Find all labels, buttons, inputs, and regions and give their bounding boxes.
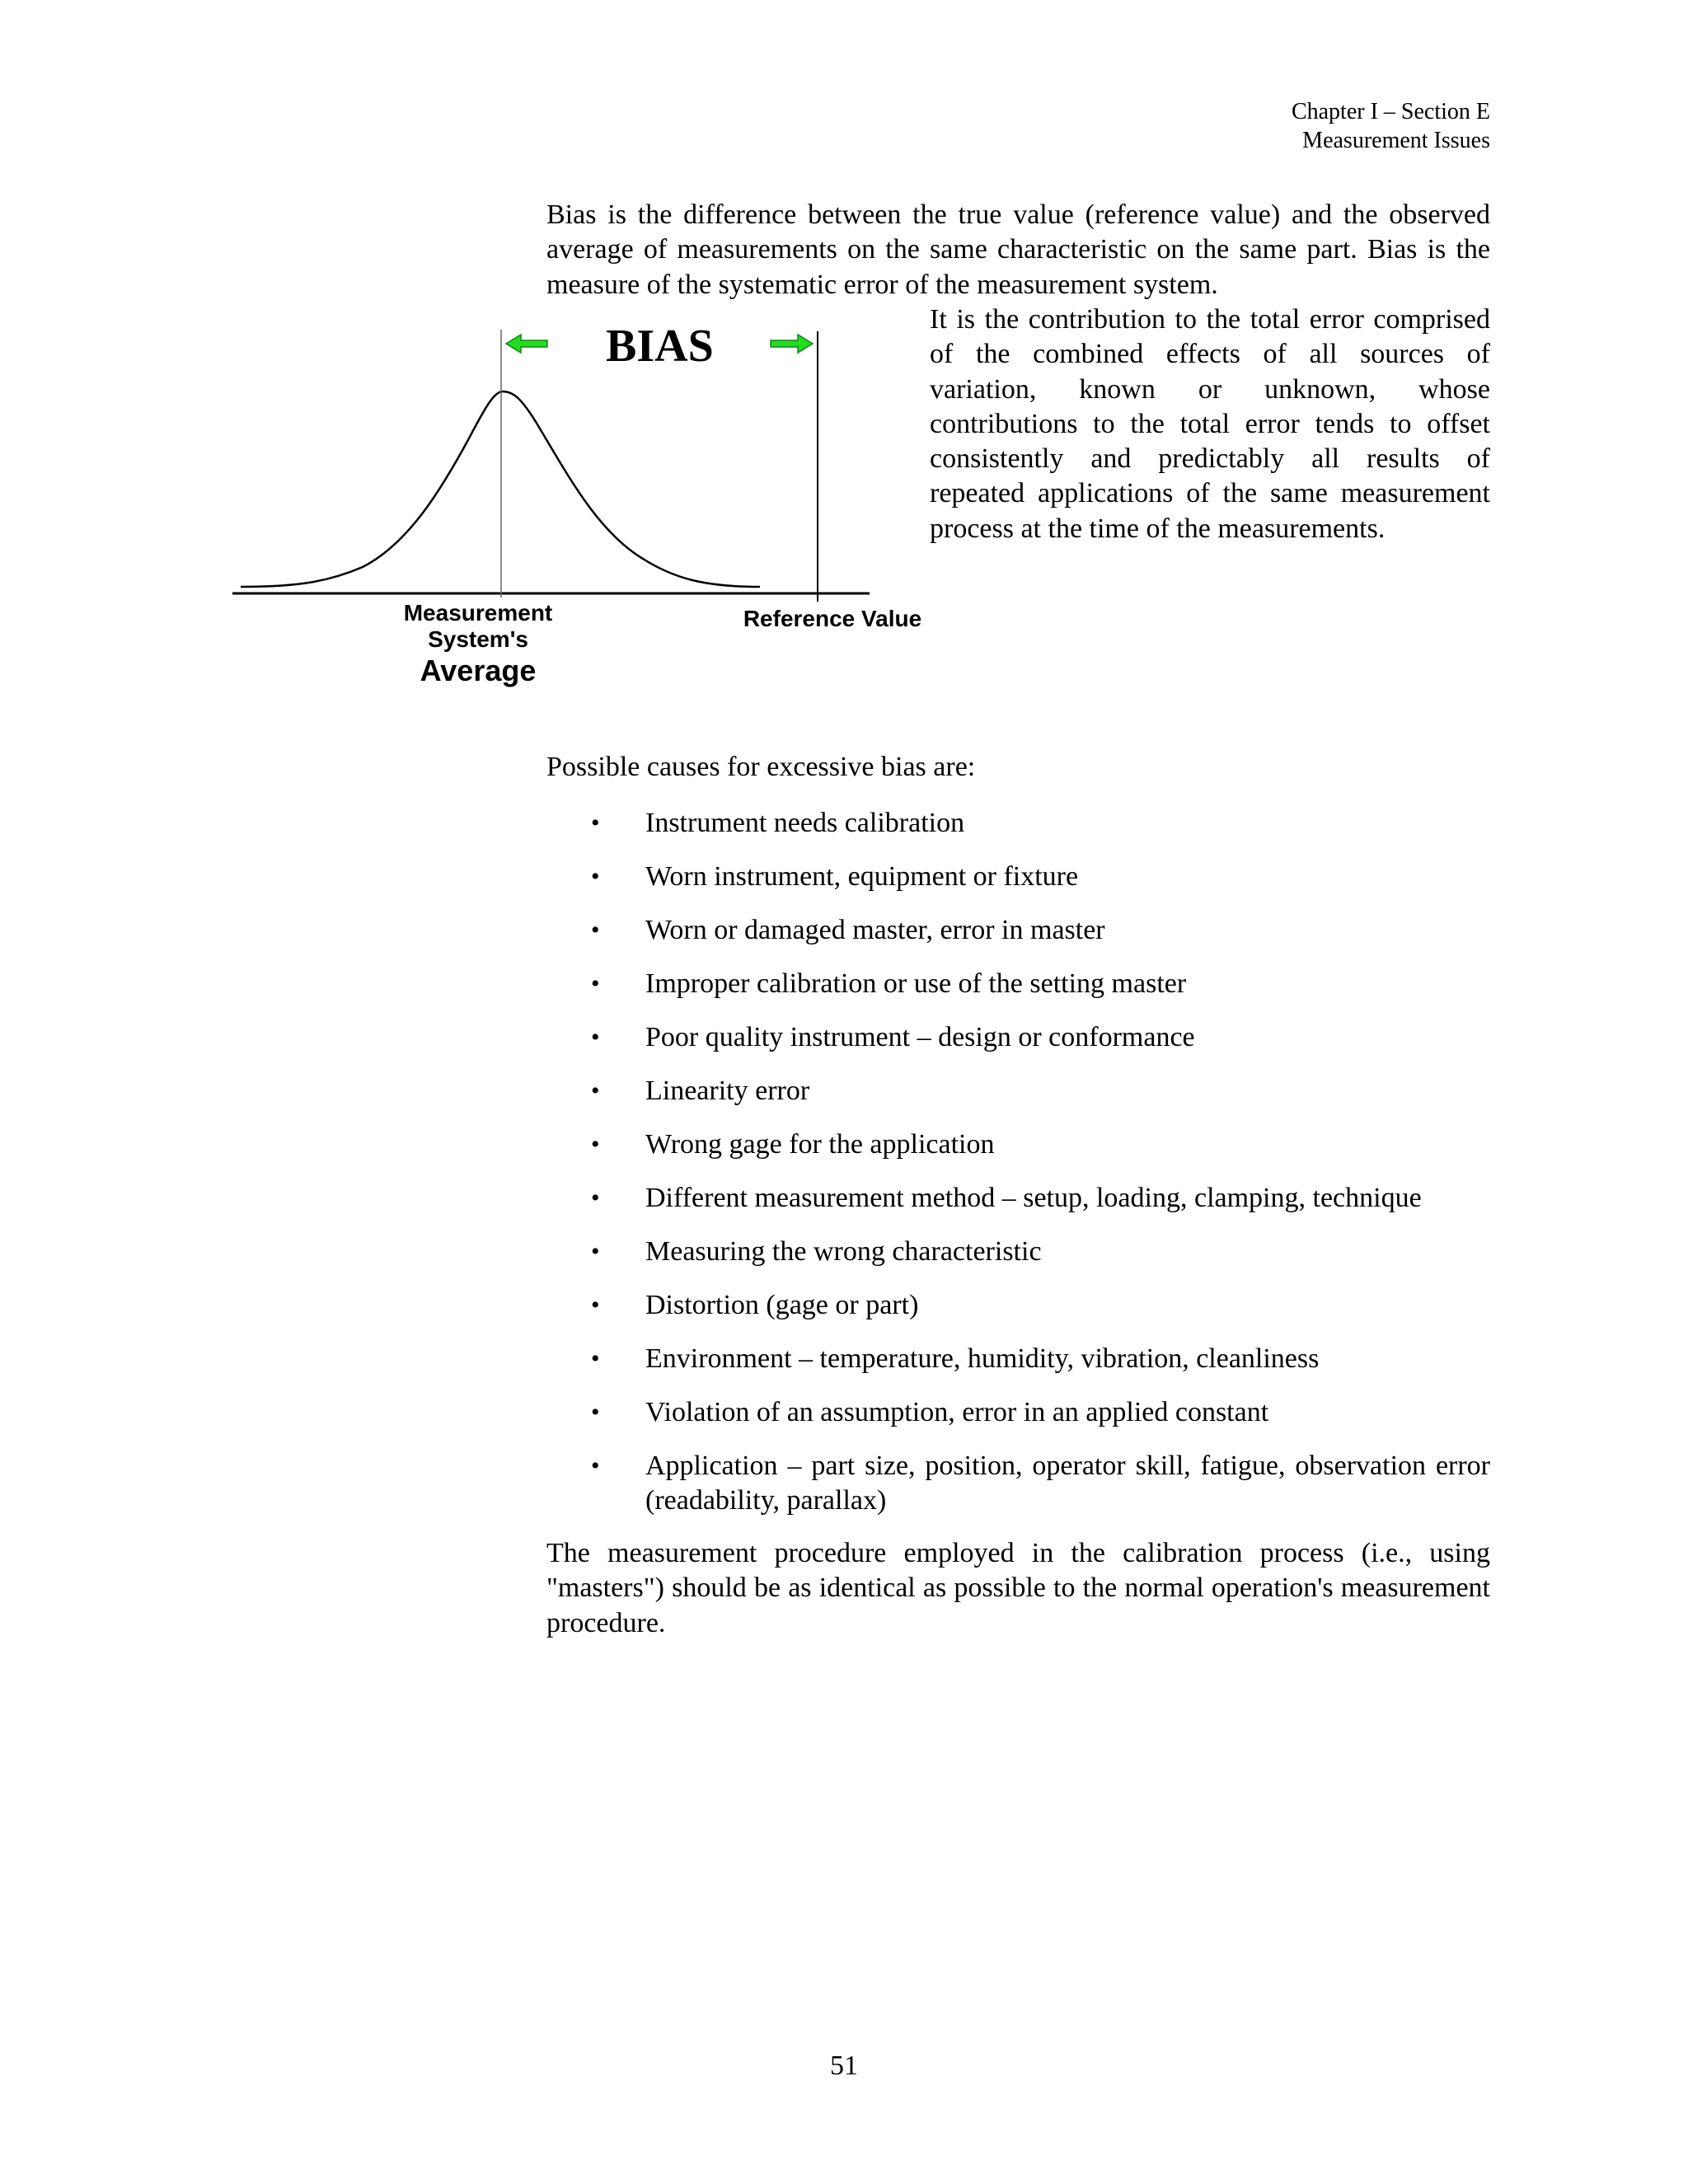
bias-figure bbox=[223, 305, 931, 687]
reference-value-label: Reference Value bbox=[743, 606, 922, 631]
list-item: • Different measurement method – setup, loading, clamping, technique bbox=[546, 1181, 1490, 1216]
list-item: • Environment – temperature, humidity, vibration, cleanliness bbox=[546, 1342, 1490, 1376]
bullet-icon: • bbox=[591, 970, 600, 997]
distribution-curve-right bbox=[241, 391, 760, 587]
bullet-icon: • bbox=[591, 1452, 600, 1479]
right-arrow bbox=[771, 335, 813, 353]
bullet-icon: • bbox=[591, 1131, 600, 1158]
list-item: • Worn or damaged master, error in master bbox=[546, 913, 1490, 948]
list-item: • Linearity error bbox=[546, 1074, 1490, 1108]
causes-intro: Possible causes for excessive bias are: bbox=[546, 752, 976, 782]
list-item: • Distortion (gage or part) bbox=[546, 1288, 1490, 1323]
left-arrow bbox=[506, 335, 547, 353]
distribution-curve bbox=[241, 391, 513, 587]
header-chapter: Chapter I – Section E bbox=[1291, 99, 1490, 124]
calibration-procedure-paragraph: The measurement procedure employed in the calibration process (i.e., using "masters") should be as identical as possible to the normal operation's measurement procedure. bbox=[546, 1538, 1490, 1638]
list-item: • Worn instrument, equipment or fixture bbox=[546, 860, 1490, 894]
bullet-icon: • bbox=[591, 1399, 600, 1426]
list-item: • Instrument needs calibration bbox=[546, 806, 1490, 841]
average-label-line1: Measurement System's bbox=[403, 600, 553, 652]
bias-definition-paragraph: Bias is the difference between the true value (reference value) and the observed average of measurements on the same characteristic on the same part. Bias is the measure of the systematic error of the measurement system. bbox=[546, 199, 1490, 300]
average-label bbox=[367, 600, 589, 689]
bullet-icon: • bbox=[591, 809, 600, 837]
bullet-icon: • bbox=[591, 1024, 600, 1051]
bias-contribution-paragraph: It is the contribution to the total error comprised of the combined effects of all sources of variation, known or unknown, whose contributions to the total error tends to offset consistently and predictably all results of repeated applications of the same measurement process at the time of the measurements. bbox=[930, 304, 1490, 544]
header-section: Measurement Issues bbox=[1302, 128, 1490, 153]
bullet-icon: • bbox=[591, 1345, 600, 1372]
page-number: 51 bbox=[830, 2050, 858, 2081]
causes-list bbox=[546, 806, 1490, 1537]
bullet-icon: • bbox=[591, 1238, 600, 1265]
list-item: • Wrong gage for the application bbox=[546, 1127, 1490, 1162]
list-item: • Violation of an assumption, error in an applied constant bbox=[546, 1395, 1490, 1430]
page-header bbox=[1292, 97, 1490, 155]
list-item: • Improper calibration or use of the setting master bbox=[546, 967, 1490, 1001]
bullet-icon: • bbox=[591, 1077, 600, 1104]
bullet-icon: • bbox=[591, 916, 600, 944]
bullet-icon: • bbox=[591, 1291, 600, 1319]
average-label-line2: Average bbox=[420, 654, 537, 687]
bias-title: BIAS bbox=[606, 321, 714, 372]
bullet-icon: • bbox=[591, 863, 600, 890]
list-item: • Application – part size, position, operator skill, fatigue, observation error (readability, parallax) bbox=[591, 1451, 1490, 1516]
list-item: • Measuring the wrong characteristic bbox=[546, 1235, 1490, 1269]
bullet-icon: • bbox=[591, 1184, 600, 1212]
list-item: • Poor quality instrument – design or conformance bbox=[546, 1020, 1490, 1055]
